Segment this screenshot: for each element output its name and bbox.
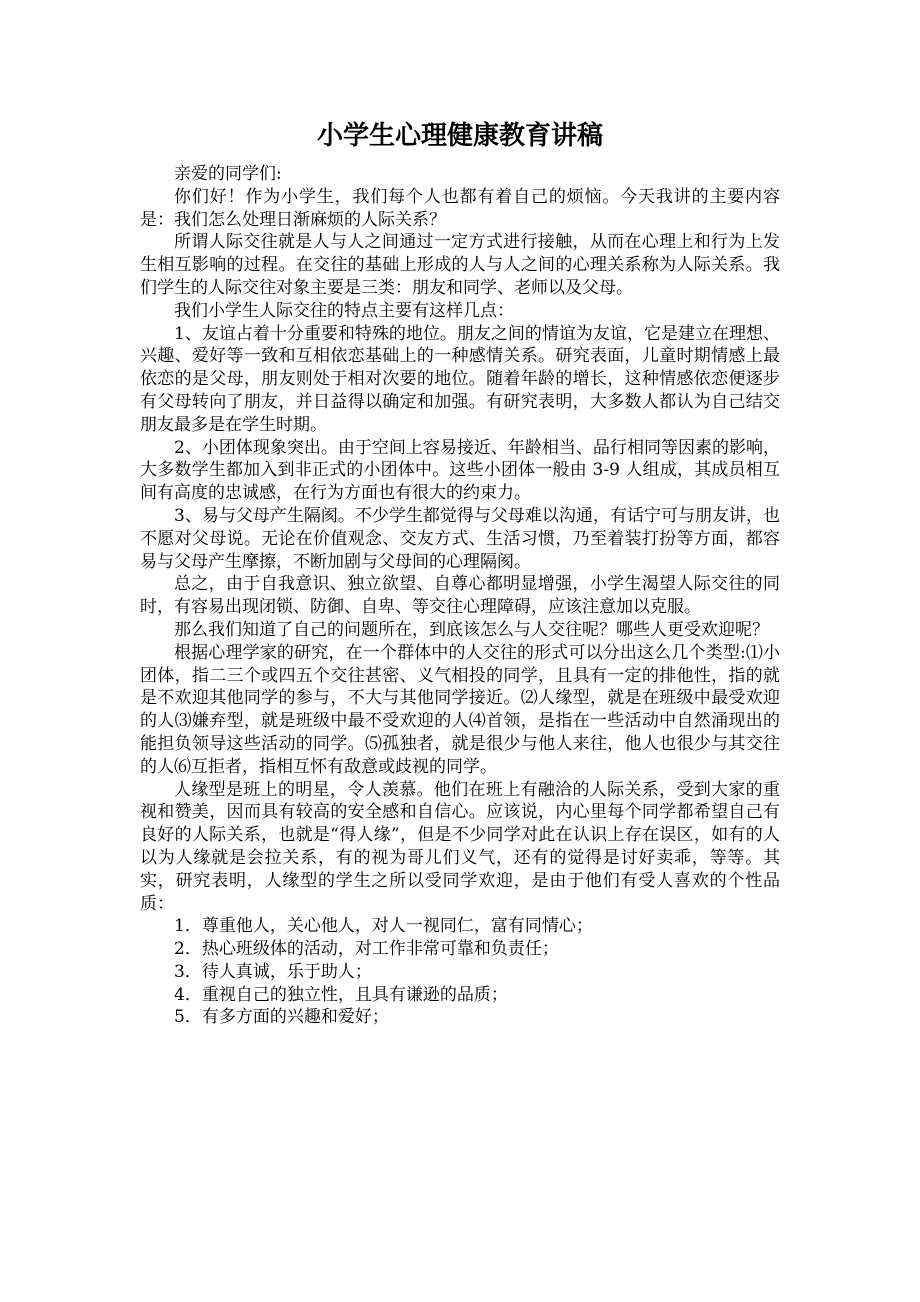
document-page (140, 116, 780, 1029)
paragraph-point-1: 1、友谊占着十分重要和特殊的地位。朋友之间的情谊为友谊，它是建立在理想、兴趣、爱好等一致和互相依恋基础上的一种感情关系。研究表面，儿童时期情感上最依恋的是父母，朋友则处于相对次要的地位。随着年龄的增长，这种情感依恋便逐步有父母转向了朋友，并日益得以确定和加强。有研究表明，大多数人都认为自己结交朋友最多是在学生时期。 (140, 323, 780, 435)
list-item: 4．重视自己的独立性，且具有谦逊的品质； (174, 984, 508, 1005)
paragraph-popular-type: 人缘型是班上的明星，令人羡慕。他们在班上有融洽的人际关系，受到大家的重视和赞美，因而具有较高的安全感和自信心。应该说，内心里每个同学都希望自己有良好的人际关系，也就是“得人缘”，但是不少同学对此在认识上存在误区，如有的人以为人缘就是会拉关系，有的视为哥儿们义气，还有的觉得是讨好卖乖，等等。其实，研究表明，人缘型的学生之所以受同学欢迎，是由于他们有受人喜欢的个性品质： (140, 779, 780, 914)
paragraph-characteristics-lead: 我们小学生人际交往的特点主要有这样几点： (174, 300, 514, 321)
paragraph-types: 根据心理学家的研究，在一个群体中的人交往的形式可以分出这么几个类型:⑴小团体，指二三个或四五个交往甚密、义气相投的同学，且具有一定的排他性，指的就是不欢迎其他同学的参与，不大与其他同学接近。⑵人缘型，就是在班级中最受欢迎的人⑶嫌弃型，就是班级中最不受欢迎的人⑷首领，是指在一些活动中自然涌现出的能担负领导这些活动的同学。⑸孤独者，就是很少与他人来往，他人也很少与其交往的人⑹互拒者，指相互怀有敌意或歧视的同学。 (140, 642, 780, 777)
document-title: 小学生心理健康教育讲稿 (316, 121, 603, 151)
paragraph-greeting: 亲爱的同学们: (174, 164, 282, 184)
qualities-list (140, 915, 780, 1029)
paragraph-definition: 所谓人际交往就是人与人之间通过一定方式进行接触，从而在心理上和行为上发生相互影响的过程。在交往的基础上形成的人与人之间的心理关系称为人际关系。我们学生的人际交往对象主要是三类：朋友和同学、老师以及父母。 (140, 232, 780, 298)
paragraph-intro: 你们好！作为小学生，我们每个人也都有着自己的烦恼。今天我讲的主要内容是：我们怎么处理日渐麻烦的人际关系？ (140, 186, 780, 230)
list-item: 2．热心班级体的活动，对工作非常可靠和负责任； (174, 939, 559, 960)
list-item: 1．尊重他人，关心他人，对人一视同仁，富有同情心； (174, 916, 593, 937)
paragraph-question: 那么我们知道了自己的问题所在，到底该怎么与人交往呢？哪些人更受欢迎呢？ (174, 619, 769, 640)
paragraph-point-3: 3、易与父母产生隔阂。不少学生都觉得与父母难以沟通，有话宁可与朋友讲，也不愿对父母说。无论在价值观念、交友方式、生活习惯，乃至着装打扮等方面，都容易与父母产生摩擦，不断加剧与父母间的心理隔阂。 (140, 505, 780, 572)
paragraph-summary: 总之，由于自我意识、独立欲望、自尊心都明显增强，小学生渴望人际交往的同时，有容易出现闭锁、防御、自卑、等交往心理障碍，应该注意加以克服。 (140, 574, 780, 618)
list-item: 5．有多方面的兴趣和爱好； (174, 1007, 389, 1028)
paragraph-point-2: 2、小团体现象突出。由于空间上容易接近、年龄相当、品行相同等因素的影响，大多数学生都加入到非正式的小团体中。这些小团体一般由 3-9 人组成，其成员相互间有高度的忠诚感，在行为方面也有很大的约束力。 (140, 437, 780, 504)
list-item: 3．待人真诚，乐于助人； (174, 961, 372, 982)
